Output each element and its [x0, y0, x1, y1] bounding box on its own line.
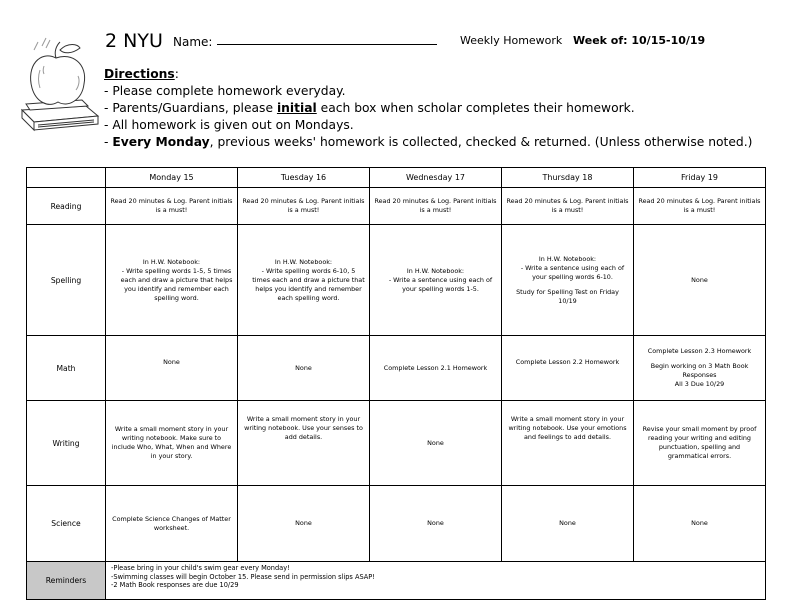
writing-monday[interactable]: Write a small moment story in your writing notebook. Make sure to include Who, What, When and Where in your story. [106, 401, 238, 486]
subject-spelling: Spelling [27, 225, 106, 336]
name-label: Name: [173, 35, 213, 49]
spelling-thursday-body: - Write a sentence using each of your spelling words 6-10. [520, 263, 625, 281]
subject-reading: Reading [27, 188, 106, 225]
spelling-tuesday-body: - Write spelling words 6-10, 5 times each and draw a picture that helps you identify and remember each spelling word. [252, 266, 365, 302]
spelling-wednesday-body: - Write a sentence using each of your spelling words 1-5. [388, 275, 493, 293]
direction-line-4 [104, 134, 784, 151]
direction-line-3: - All homework is given out on Mondays. [104, 118, 354, 132]
reminders-content [106, 562, 766, 600]
spelling-monday-body: - Write spelling words 1-5, 5 times each and draw a picture that helps you identify and remember each spelling word. [120, 266, 233, 302]
worksheet-title: Weekly Homework [460, 34, 563, 47]
direction-line-2-post: each box when scholar completes their homework. [316, 101, 635, 115]
writing-wednesday[interactable]: None [370, 401, 502, 486]
spelling-tuesday-head: In H.W. Notebook: [274, 257, 333, 266]
reminder-item: -2 Math Book responses are due 10/29 [111, 581, 239, 590]
spelling-tuesday[interactable] [238, 225, 370, 336]
directions-title: Directions [104, 67, 175, 81]
science-friday[interactable]: None [634, 486, 766, 562]
direction-line-2-initial: initial [276, 101, 317, 115]
homework-table [26, 167, 766, 600]
reading-friday[interactable]: Read 20 minutes & Log. Parent initials is a must! [634, 188, 766, 225]
corner-cell [27, 168, 106, 188]
reading-monday[interactable]: Read 20 minutes & Log. Parent initials is a must! [106, 188, 238, 225]
table-header-row [27, 168, 766, 188]
subject-science: Science [27, 486, 106, 562]
direction-line-4-post: , previous weeks' homework is collected, checked & returned. (Unless otherwise noted.) [209, 135, 753, 149]
math-friday-line1: Complete Lesson 2.3 Homework [647, 347, 752, 355]
apple-on-books-clipart [16, 36, 104, 132]
math-friday-line2: Begin working on 3 Math Book Responses [650, 362, 749, 379]
spelling-wednesday-head: In H.W. Notebook: [406, 266, 465, 275]
directions-colon: : [174, 67, 179, 81]
science-row [27, 486, 766, 562]
reminder-item: -Please bring in your child's swim gear every Monday! [111, 564, 290, 572]
direction-line-1: - Please complete homework everyday. [104, 84, 346, 98]
day-header-friday: Friday 19 [634, 168, 766, 188]
writing-friday[interactable]: Revise your small moment by proof reading your writing and editing punctuation, spelling and grammatical errors. [634, 401, 766, 486]
directions-heading [104, 66, 784, 83]
direction-line-4-every-monday: Every Monday [112, 135, 210, 149]
class-name: 2 NYU [105, 30, 163, 52]
subject-reminders: Reminders [27, 562, 106, 600]
name-blank-line[interactable] [217, 44, 437, 45]
worksheet-header [105, 30, 785, 52]
writing-tuesday[interactable]: Write a small moment story in your writing notebook. Use your senses to add details. [238, 401, 370, 486]
spelling-row [27, 225, 766, 336]
spelling-thursday-head: In H.W. Notebook: [538, 254, 597, 263]
reading-row [27, 188, 766, 225]
reminder-item: -Swimming classes will begin October 15. Please send in permission slips ASAP! [111, 572, 375, 581]
math-thursday[interactable]: Complete Lesson 2.2 Homework [502, 336, 634, 401]
day-header-monday: Monday 15 [106, 168, 238, 188]
math-row [27, 336, 766, 401]
spelling-wednesday[interactable] [370, 225, 502, 336]
day-header-tuesday: Tuesday 16 [238, 168, 370, 188]
directions-block [104, 66, 784, 151]
day-header-thursday: Thursday 18 [502, 168, 634, 188]
spelling-monday-head: In H.W. Notebook: [142, 257, 201, 266]
reading-tuesday[interactable]: Read 20 minutes & Log. Parent initials is a must! [238, 188, 370, 225]
spelling-thursday-test-note: Study for Spelling Test on Friday 10/19 [516, 287, 619, 305]
reading-thursday[interactable]: Read 20 minutes & Log. Parent initials is a must! [502, 188, 634, 225]
math-monday[interactable]: None [106, 336, 238, 401]
direction-line-2 [104, 100, 784, 117]
science-thursday[interactable]: None [502, 486, 634, 562]
math-tuesday[interactable]: None [238, 336, 370, 401]
science-monday[interactable]: Complete Science Changes of Matter worksheet. [106, 486, 238, 562]
subject-math: Math [27, 336, 106, 401]
subject-writing: Writing [27, 401, 106, 486]
direction-line-2-pre: - Parents/Guardians, please [104, 101, 277, 115]
direction-line-4-pre: - [104, 135, 113, 149]
writing-row [27, 401, 766, 486]
math-wednesday[interactable]: Complete Lesson 2.1 Homework [370, 336, 502, 401]
spelling-thursday[interactable] [502, 225, 634, 336]
spelling-monday[interactable] [106, 225, 238, 336]
writing-thursday[interactable]: Write a small moment story in your writing notebook. Use your emotions and feelings to add details. [502, 401, 634, 486]
day-header-wednesday: Wednesday 17 [370, 168, 502, 188]
spelling-friday[interactable]: None [634, 225, 766, 336]
reminders-row [27, 562, 766, 600]
science-wednesday[interactable]: None [370, 486, 502, 562]
math-friday[interactable] [634, 336, 766, 401]
week-of-label: Week of: 10/15-10/19 [573, 34, 706, 47]
math-friday-line3: All 3 Due 10/29 [674, 380, 725, 388]
science-tuesday[interactable]: None [238, 486, 370, 562]
reading-wednesday[interactable]: Read 20 minutes & Log. Parent initials is a must! [370, 188, 502, 225]
